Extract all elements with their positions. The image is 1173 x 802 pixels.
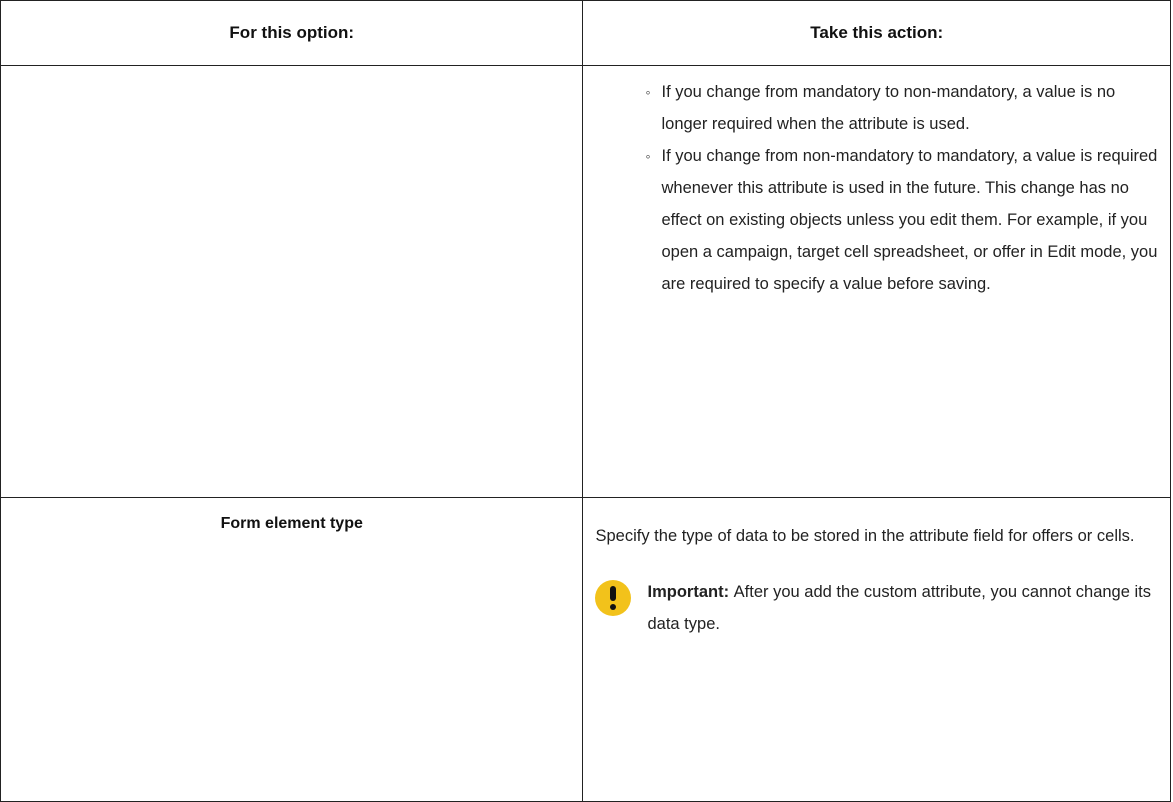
action-cell <box>583 498 1171 802</box>
table-row <box>1 66 1171 498</box>
important-text: After you add the custom attribute, you cannot change its data type. <box>647 583 1151 633</box>
action-description: Specify the type of data to be stored in the attribute field for offers or cells. <box>595 527 1135 545</box>
bullet-marker: ◦ <box>645 148 651 164</box>
action-cell <box>583 66 1171 498</box>
important-label: Important: <box>647 583 734 601</box>
bullet-list <box>583 66 1170 300</box>
important-icon <box>595 580 631 616</box>
option-cell: Form element type <box>1 498 583 802</box>
header-option: For this option: <box>1 1 583 66</box>
header-row <box>1 1 1171 66</box>
table-row <box>1 498 1171 802</box>
list-item <box>583 140 1170 300</box>
header-action: Take this action: <box>583 1 1171 66</box>
option-cell <box>1 66 583 498</box>
important-note <box>595 576 1158 640</box>
bullet-text: If you change from non-mandatory to mandatory, a value is required whenever this attribute is used in the future. This change has no effect on existing objects unless you edit them. For example, if you open a campaign, target cell spreadsheet, or offer in Edit mode, you are required to specify a value before saving. <box>661 147 1158 293</box>
table-header <box>1 1 1171 66</box>
bullet-text: If you change from mandatory to non-mandatory, a value is no longer required when the attribute is used. <box>661 83 1116 133</box>
bullet-marker: ◦ <box>645 84 651 100</box>
list-item <box>583 76 1170 140</box>
